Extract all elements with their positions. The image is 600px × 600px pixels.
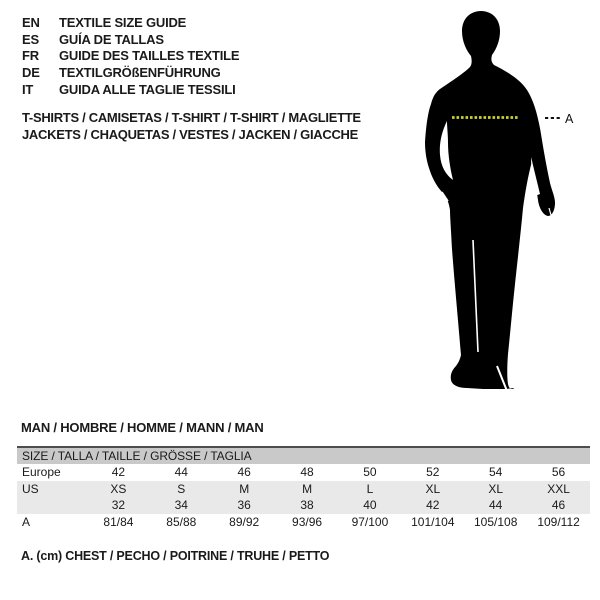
section-title-man: MAN / HOMBRE / HOMME / MANN / MAN <box>21 420 264 435</box>
size-cell: 50 <box>363 465 377 479</box>
size-cell: 97/100 <box>351 514 389 529</box>
size-cell: 44 <box>489 498 503 513</box>
size-cell: 46 <box>237 465 251 479</box>
lang-code: FR <box>22 48 39 64</box>
lang-title: TEXTILGRÖßENFÜHRUNG <box>59 65 221 81</box>
lang-code: IT <box>22 81 34 97</box>
size-cell: 46 <box>551 498 566 513</box>
size-cell: 93/96 <box>292 514 323 529</box>
category-line-tshirts: T-SHIRTS / CAMISETAS / T-SHIRT / T-SHIRT / MAGLIETTE <box>22 110 361 125</box>
size-table-row <box>17 514 590 531</box>
measure-label-a: A <box>565 112 574 126</box>
size-row-label: US <box>22 481 39 496</box>
size-cell: 42 <box>111 465 126 479</box>
size-cell: XL <box>425 481 441 496</box>
size-row-label: A <box>22 514 31 529</box>
size-cell: 40 <box>363 498 377 513</box>
size-row-label <box>17 497 87 514</box>
language-title-list <box>22 15 239 98</box>
size-cell: M <box>239 481 250 496</box>
lang-title: TEXTILE SIZE GUIDE <box>59 15 187 30</box>
man-silhouette-figure <box>415 4 580 389</box>
lang-code: ES <box>22 31 39 47</box>
lang-title: GUÍA DE TALLAS <box>59 31 164 47</box>
size-table-header: SIZE / TALLA / TAILLE / GRÖSSE / TAGLIA <box>17 448 590 464</box>
size-cell: 89/92 <box>229 514 260 529</box>
size-cell: XL <box>488 481 504 496</box>
lang-item <box>22 15 239 32</box>
size-table-row <box>17 497 590 514</box>
size-cell: 36 <box>237 498 251 513</box>
measurement-footnote: A. (cm) CHEST / PECHO / POITRINE / TRUHE / PETTO <box>21 549 330 563</box>
size-table-row <box>17 464 590 481</box>
lang-item <box>22 48 239 65</box>
lang-title: GUIDE DES TAILLES TEXTILE <box>59 48 240 64</box>
lang-item <box>22 65 239 82</box>
lang-code: DE <box>22 65 40 81</box>
size-table-row <box>17 481 590 498</box>
size-cell: XS <box>110 481 127 496</box>
lang-title: GUIDA ALLE TAGLIE TESSILI <box>59 81 236 97</box>
size-cell: 52 <box>426 465 440 479</box>
lang-code: EN <box>22 15 40 30</box>
size-cell: XXL <box>547 481 570 496</box>
size-cell: 38 <box>300 498 314 513</box>
size-cell: 56 <box>551 465 566 479</box>
lang-item <box>22 82 239 99</box>
size-cell: 48 <box>300 465 314 479</box>
category-line-jackets: JACKETS / CHAQUETAS / VESTES / JACKEN / GIACCHE <box>22 127 358 143</box>
size-cell: 34 <box>174 498 188 513</box>
size-table-body <box>17 464 590 530</box>
lang-item <box>22 32 239 49</box>
size-cell: 85/88 <box>166 514 197 529</box>
size-cell: L <box>366 481 374 496</box>
size-table <box>17 446 590 530</box>
category-lines <box>22 109 361 144</box>
size-cell: 54 <box>489 465 503 479</box>
size-cell: 44 <box>174 465 188 479</box>
size-cell: 32 <box>111 498 126 513</box>
size-cell: 81/84 <box>103 514 134 529</box>
size-cell: M <box>302 481 313 496</box>
size-row-label: Europe <box>22 465 61 479</box>
size-cell: 42 <box>426 498 440 513</box>
size-cell: 109/112 <box>537 514 580 529</box>
size-cell: 105/108 <box>473 514 518 529</box>
man-silhouette <box>425 11 555 389</box>
size-cell: 101/104 <box>411 514 455 529</box>
size-cell: S <box>177 481 186 496</box>
